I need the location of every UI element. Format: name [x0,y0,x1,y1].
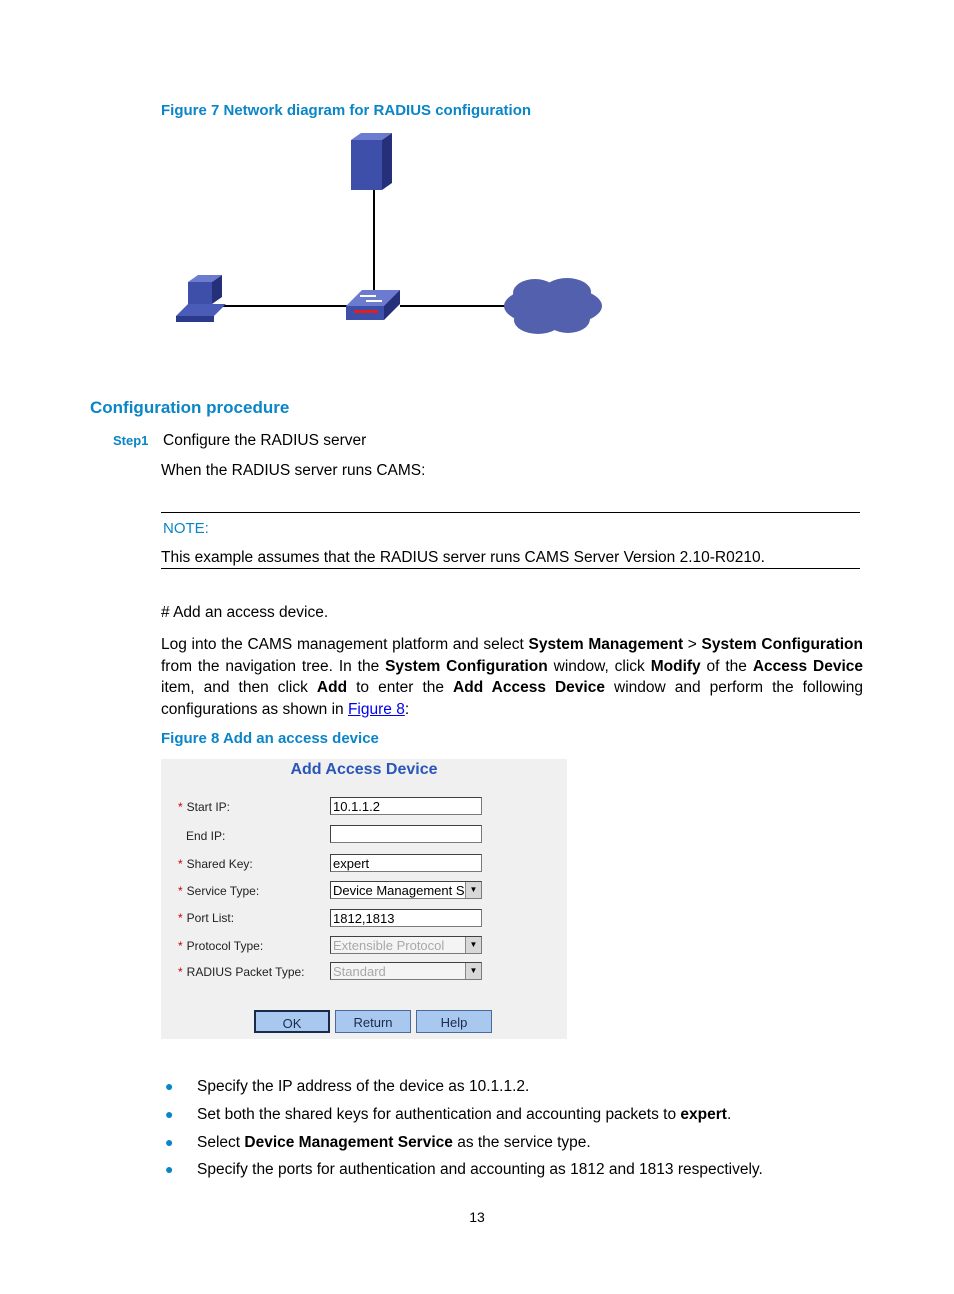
switch-icon [346,290,400,320]
required-mark: * [178,800,183,814]
menu-system-management: System Management [528,636,684,653]
chevron-down-icon[interactable]: ▼ [465,937,481,953]
select-value: Device Management S [333,883,465,898]
form-title: Add Access Device [290,761,438,778]
paragraph-text: window and perform the following configurations as shown in [161,679,863,718]
paragraph-text: of the [700,657,753,675]
paragraph-text: from the navigation tree. In the [161,657,386,675]
label-text: Shared Key: [186,857,253,871]
service-type-select[interactable] [330,881,482,899]
menu-system-configuration: System Configuration [701,636,863,653]
paragraph-text: item, and then click [161,679,317,696]
bullet-text: Select [197,1134,245,1151]
start-ip-input[interactable]: 10.1.1.2 [330,797,482,815]
required-mark: * [178,965,183,979]
bullet-dot-icon: ● [165,1161,174,1177]
label-text: Start IP: [186,800,231,814]
label-text: Protocol Type: [186,939,264,953]
port-list-label [178,911,234,925]
access-device-term: Access Device [752,657,864,675]
start-ip-label [178,800,230,814]
bullet-ports: Specify the ports for authentication and accounting as 1812 and 1813 respectively. [197,1161,763,1178]
note-label: NOTE: [163,520,209,537]
figure-8-link[interactable]: Figure 8 [347,700,405,718]
end-ip-input[interactable] [330,825,482,843]
service-type-label [178,884,259,898]
section-heading: Configuration procedure [90,398,290,417]
bullet-bold: expert [680,1106,727,1123]
help-button[interactable]: Help [416,1010,492,1033]
chevron-down-icon[interactable]: ▼ [465,963,481,979]
step-label: Step1 [113,433,149,448]
diagram-links [220,186,508,306]
protocol-type-label [178,939,263,953]
port-list-input[interactable]: 1812,1813 [330,909,482,927]
step-text: Configure the RADIUS server [163,432,367,449]
shared-key-label [178,857,253,871]
window-system-configuration: System Configuration [385,657,548,675]
radius-packet-type-label [178,965,305,979]
add-access-device-term: Add Access Device [453,679,605,696]
paragraph-text: > [683,636,702,653]
select-value: Standard [333,964,386,979]
label-text: Port List: [186,911,235,925]
figure-7-caption: Figure 7 Network diagram for RADIUS configuration [161,102,532,119]
paragraph-text: : [404,700,410,718]
instruction-paragraph [161,634,863,720]
required-mark: * [178,857,183,871]
paragraph-text: to enter the [347,679,454,696]
host-pc-icon [176,275,226,322]
required-mark: * [178,939,183,953]
bullet-dot-icon: ● [165,1106,174,1122]
label-text: Service Type: [186,884,260,898]
bullet-service-type [197,1132,591,1154]
cams-intro: When the RADIUS server runs CAMS: [161,462,426,479]
page-number: 13 [469,1209,485,1225]
radius-server-icon [351,133,392,190]
bullet-shared-key [197,1104,731,1126]
required-mark: * [178,911,183,925]
end-ip-label [186,829,225,843]
bullet-bold: Device Management Service [244,1134,453,1151]
return-button[interactable]: Return [335,1010,411,1033]
bullet-text: Set both the shared keys for authentication and accounting packets to [197,1106,681,1123]
figure-8-caption: Figure 8 Add an access device [161,730,379,747]
label-text: RADIUS Packet Type: [186,965,305,979]
ok-button[interactable]: OK [254,1010,330,1033]
select-value: Extensible Protocol [333,938,445,953]
shared-key-input[interactable]: expert [330,854,482,872]
chevron-down-icon[interactable]: ▼ [465,882,481,898]
required-mark: * [178,884,183,898]
bullet-ip: Specify the IP address of the device as 10.1.1.2. [197,1078,530,1095]
bullet-dot-icon: ● [165,1134,174,1150]
label-text: End IP: [186,829,226,843]
paragraph-text: Log into the CAMS management platform and select [161,636,529,653]
note-top-rule [161,512,860,513]
bullet-dot-icon: ● [165,1078,174,1094]
note-text: This example assumes that the RADIUS server runs CAMS Server Version 2.10-R0210. [161,549,765,566]
bullet-text: as the service type. [452,1134,591,1151]
bullet-text: . [726,1106,732,1123]
internet-cloud-icon [504,278,602,334]
modify-term: Modify [650,657,701,675]
radius-packet-type-select[interactable] [330,962,482,980]
add-access-device-screenshot [161,759,567,1039]
add-device-line: # Add an access device. [161,604,329,621]
protocol-type-select[interactable] [330,936,482,954]
note-bottom-rule [161,568,860,569]
paragraph-text: window, click [547,657,651,675]
network-diagram [170,130,610,340]
add-term: Add [316,679,348,696]
